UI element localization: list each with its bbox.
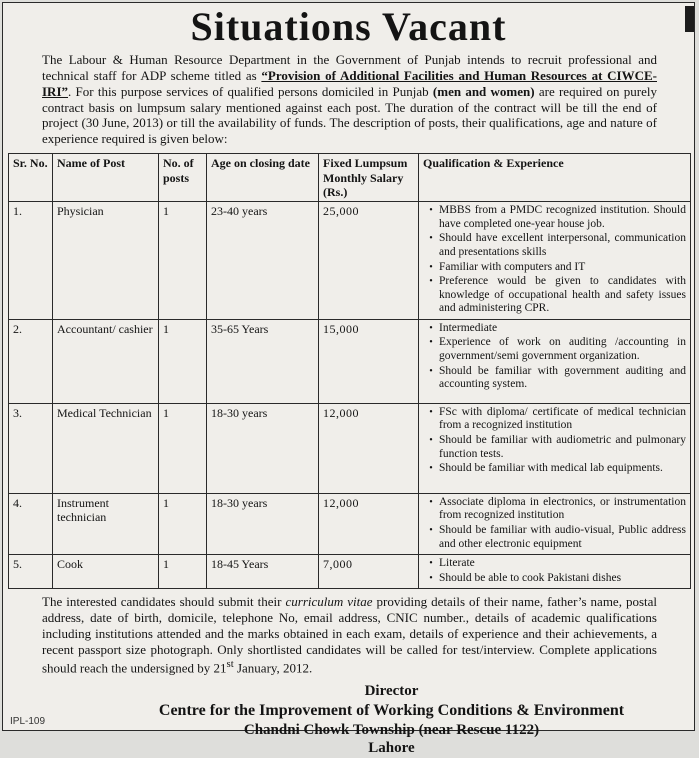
header-age: Age on closing date xyxy=(207,154,319,202)
scan-artifact-corner xyxy=(685,6,694,32)
qualification-item xyxy=(423,322,686,336)
qualification-item xyxy=(423,572,686,586)
signature-organization: Centre for the Improvement of Working Conditions & Environment xyxy=(158,701,625,719)
age-range: 18-30 years xyxy=(207,403,319,493)
qualifications-cell xyxy=(419,319,691,403)
curriculum-vitae-text: curriculum vitae xyxy=(285,594,373,610)
bullet-icon: • xyxy=(429,365,433,377)
signature-block xyxy=(104,682,679,758)
qualification-item xyxy=(423,496,686,523)
qualification-item xyxy=(423,204,686,231)
closing-text: providing details of their name, father’s name, postal address, date of birth, domicile, telephone No, email address, CNIC number., details of academic qualifications including institutions attended and the marks obtained in each exam, details of experience and their achievements, a recent passport size photograph. Only shortlisted candidates will be called for test/interview. Complete applications should reach the undersigned by 21 xyxy=(42,594,657,675)
qualification-text: FSc with diploma/ certificate of medical technician from a recognized institution xyxy=(439,405,686,432)
posts-count: 1 xyxy=(159,555,207,589)
qualification-item xyxy=(423,462,686,476)
signature-address: Chandni Chowk Township (near Rescue 1122) xyxy=(243,721,540,738)
posts-count: 1 xyxy=(159,202,207,320)
qualification-item xyxy=(423,275,686,316)
men-and-women-text: (men and women) xyxy=(432,83,535,99)
header-no-of-posts: No. of posts xyxy=(159,154,207,202)
qualification-text: Literate xyxy=(439,557,475,570)
qualifications-cell xyxy=(419,493,691,554)
qualification-item xyxy=(423,365,686,392)
post-name: Instrument technician xyxy=(53,493,159,554)
qualification-item xyxy=(423,406,686,433)
qualification-text: Experience of work on auditing /accounting in government/semi government organization. xyxy=(439,336,686,362)
bullet-icon: • xyxy=(429,406,433,418)
header-salary: Fixed Lumpsum Monthly Salary (Rs.) xyxy=(319,154,419,202)
qualification-text: MBBS from a PMDC recognized institution. Should have completed one-year house job. xyxy=(439,204,686,230)
qualification-text: Associate diploma in electronics, or instrumentation from recognized institution xyxy=(439,495,686,522)
header-qualification: Qualification & Experience xyxy=(419,154,691,202)
qualifications-cell xyxy=(419,202,691,320)
table-row xyxy=(9,403,691,493)
header-sr-no: Sr. No. xyxy=(9,154,53,202)
qualification-text: Should be familiar with audio-visual, Public address and other electronic equipment xyxy=(439,523,686,550)
bullet-icon: • xyxy=(429,276,433,288)
qualification-item xyxy=(423,434,686,461)
posts-count: 1 xyxy=(159,319,207,403)
qualifications-cell xyxy=(419,403,691,493)
sr-no: 3. xyxy=(9,403,53,493)
table-row xyxy=(9,202,691,320)
qualification-text: Should be familiar with government auditing and accounting system. xyxy=(439,364,686,391)
bullet-icon: • xyxy=(429,572,433,584)
age-range: 23-40 years xyxy=(207,202,319,320)
qualification-item xyxy=(423,524,686,551)
qualification-text: Familiar with computers and IT xyxy=(439,260,586,273)
bullet-icon: • xyxy=(429,434,433,446)
salary-value: 7,000 xyxy=(319,555,419,589)
posts-count: 1 xyxy=(159,493,207,554)
bullet-icon: • xyxy=(429,337,433,349)
bullet-icon: • xyxy=(429,261,433,273)
sr-no: 2. xyxy=(9,319,53,403)
qualification-text: Should be familiar with audiometric and pulmonary function tests. xyxy=(439,433,686,460)
qualification-item xyxy=(423,232,686,259)
advertisement-page xyxy=(2,2,695,757)
qualifications-cell xyxy=(419,555,691,589)
qualification-text: Should have excellent interpersonal, communication and presentations skills xyxy=(439,232,686,259)
qualification-text: Intermediate xyxy=(439,321,498,334)
bullet-icon: • xyxy=(429,233,433,245)
intro-paragraph xyxy=(42,52,657,147)
salary-value: 12,000 xyxy=(319,493,419,554)
page-title: Situations Vacant xyxy=(190,4,507,49)
qualification-item xyxy=(423,336,686,363)
age-range: 18-45 Years xyxy=(207,555,319,589)
age-range: 35-65 Years xyxy=(207,319,319,403)
ipl-code: IPL-109 xyxy=(10,716,46,727)
intro-text: are required on purely contract basis on lumpsum salary mentioned against each post. The duration of the contract will be till the end of project (30 June, 2013) or till the availability of funds. The description of posts, their qualifications, age and nature of experience required is given below: xyxy=(42,83,658,147)
sr-no: 4. xyxy=(9,493,53,554)
closing-paragraph xyxy=(42,594,657,676)
closing-text: The interested candidates should submit their xyxy=(42,594,286,610)
qualification-item xyxy=(423,557,686,571)
table-row xyxy=(9,319,691,403)
salary-value: 25,000 xyxy=(319,202,419,320)
post-name: Medical Technician xyxy=(53,403,159,493)
closing-text: January, 2012. xyxy=(233,659,313,675)
sr-no: 1. xyxy=(9,202,53,320)
bullet-icon: • xyxy=(429,463,433,475)
bullet-icon: • xyxy=(429,524,433,536)
header-name-of-post: Name of Post xyxy=(53,154,159,202)
table-row xyxy=(9,555,691,589)
qualification-item xyxy=(423,261,686,275)
signature-designation: Director xyxy=(364,682,419,699)
qualification-text: Should be familiar with medical lab equipments. xyxy=(439,462,663,475)
post-name: Cook xyxy=(53,555,159,589)
ordinal-suffix: st xyxy=(226,657,234,670)
salary-value: 15,000 xyxy=(319,319,419,403)
signature-city: Lahore xyxy=(368,740,415,757)
sr-no: 5. xyxy=(9,555,53,589)
bullet-icon: • xyxy=(429,205,433,217)
posts-count: 1 xyxy=(159,403,207,493)
qualification-text: Should be able to cook Pakistani dishes xyxy=(439,571,622,584)
intro-text: The Labour & Human Resource Department in the Government of Punjab intends to recruit professional and technical staff for ADP scheme titled as xyxy=(42,52,657,83)
table-row xyxy=(9,493,691,554)
intro-text: . For this purpose services of qualified persons domiciled in Punjab xyxy=(68,83,433,99)
age-range: 18-30 years xyxy=(207,493,319,554)
scheme-title-text: “Provision of Additional Facilities and Human Resources at CIWCE-IRI” xyxy=(42,67,657,99)
bullet-icon: • xyxy=(429,496,433,508)
salary-value: 12,000 xyxy=(319,403,419,493)
bullet-icon: • xyxy=(429,322,433,334)
qualification-text: Preference would be given to candidates with knowledge of occupational health and safety issues and administering CPR. xyxy=(439,275,686,315)
bullet-icon: • xyxy=(429,558,433,570)
post-name: Accountant/ cashier xyxy=(53,319,159,403)
table-header-row xyxy=(9,154,691,202)
post-name: Physician xyxy=(53,202,159,320)
positions-table xyxy=(8,153,691,589)
